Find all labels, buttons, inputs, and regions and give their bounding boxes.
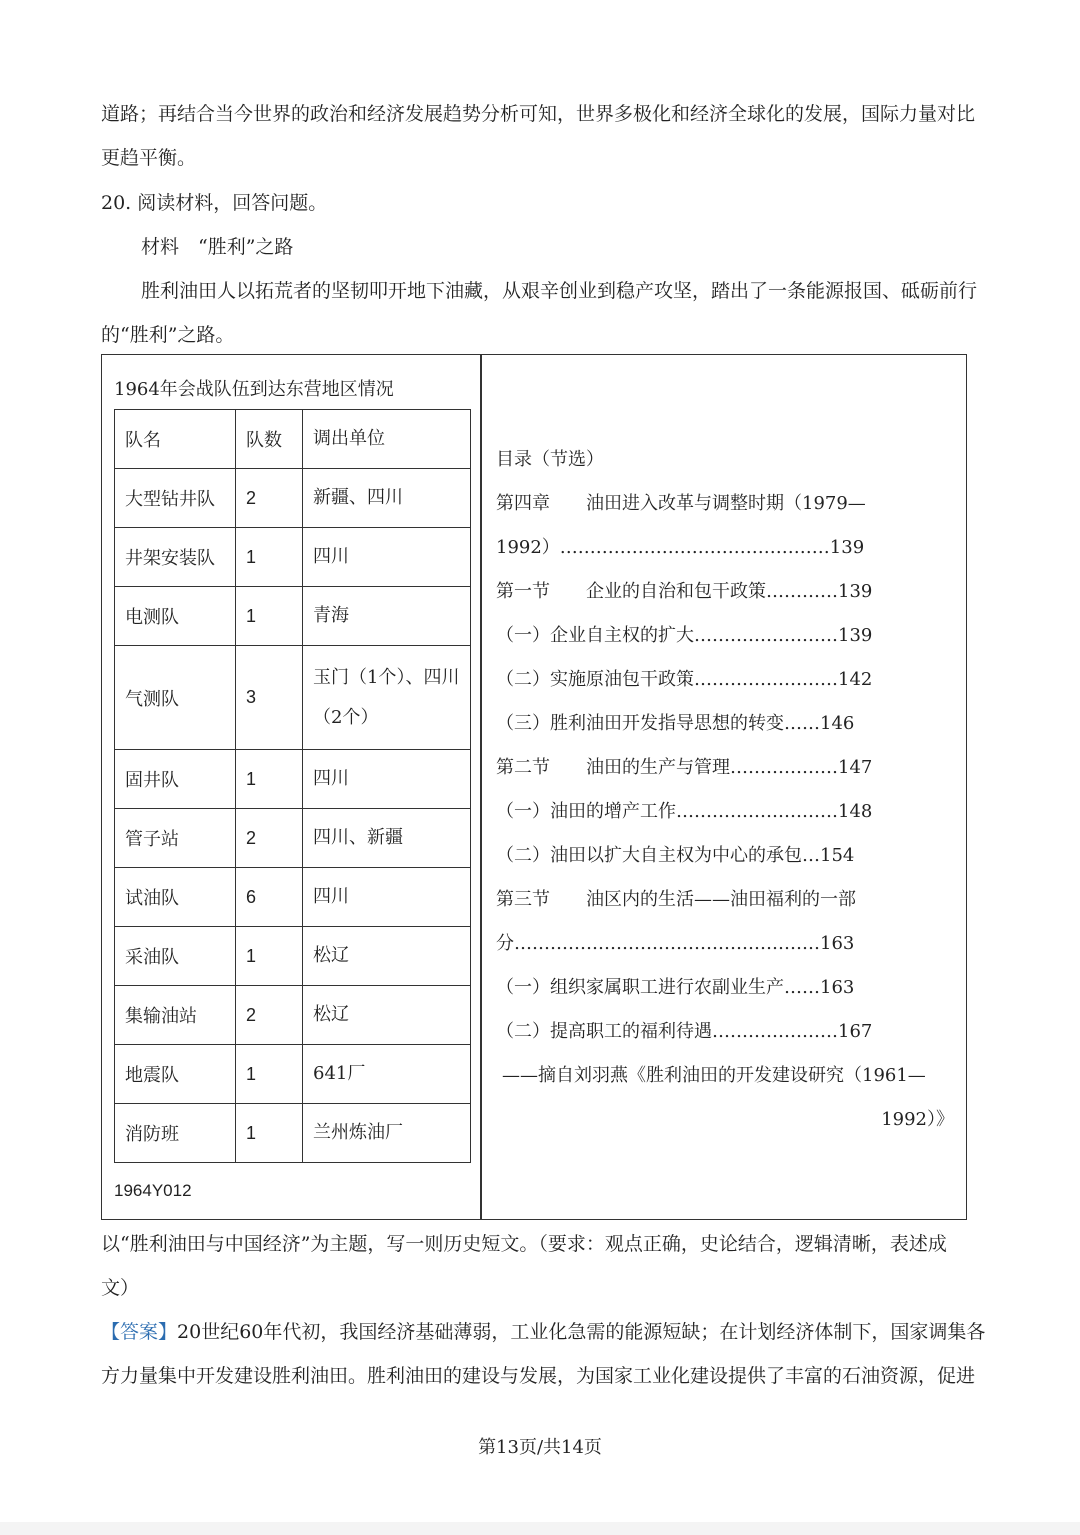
team-name: 地震队 (115, 1045, 236, 1104)
toc-line: （三）胜利油田开发指导思想的转变……146 (496, 713, 855, 734)
team-source: 兰州炼油厂 (303, 1104, 471, 1163)
task-line-2: 文） (101, 1277, 140, 1299)
toc-heading: 目录（节选） (496, 449, 604, 470)
intro-line-2: 更趋平衡。 (101, 147, 197, 169)
table-row (115, 986, 471, 1045)
team-name: 消防班 (115, 1104, 236, 1163)
team-source: 青海 (303, 587, 471, 646)
team-count: 2 (236, 469, 303, 528)
team-count: 1 (236, 750, 303, 809)
table-header-row (115, 410, 471, 469)
team-count: 6 (236, 868, 303, 927)
toc-source-2: 1992）》 (881, 1109, 954, 1130)
team-name: 固井队 (115, 750, 236, 809)
header-cell: 调出单位 (303, 410, 471, 469)
answer-text-1: 20世纪60年代初，我国经济基础薄弱，工业化急需的能源短缺；在计划经济体制下，国家调集各 (177, 1321, 986, 1343)
table-row (115, 750, 471, 809)
team-name: 集输油站 (115, 986, 236, 1045)
answer-line-2: 方力量集中开发建设胜利油田。胜利油田的建设与发展，为国家工业化建设提供了丰富的石油资源，促进 (101, 1365, 976, 1387)
table-row (115, 469, 471, 528)
toc-line: 分……………………………………………163 (496, 933, 855, 954)
team-count: 1 (236, 1045, 303, 1104)
team-source: 四川 (303, 868, 471, 927)
team-source: 四川 (303, 750, 471, 809)
table-row (115, 587, 471, 646)
intro-line-1: 道路；再结合当今世界的政治和经济发展趋势分析可知，世界多极化和经济全球化的发展，国际力量对比 (101, 103, 976, 125)
table-row (115, 809, 471, 868)
team-count: 1 (236, 528, 303, 587)
toc-line: （二）油田以扩大自主权为中心的承包…154 (496, 845, 855, 866)
team-name: 大型钻井队 (115, 469, 236, 528)
answer-line-1 (101, 1319, 985, 1345)
material-label: 材料 “胜利”之路 (141, 236, 294, 258)
table-row (115, 868, 471, 927)
page-footer: 第13页/共14页 (478, 1437, 602, 1458)
team-source: 松辽 (303, 986, 471, 1045)
team-count: 2 (236, 986, 303, 1045)
team-count: 2 (236, 809, 303, 868)
material-text-2: 的“胜利”之路。 (101, 324, 235, 346)
header-cell: 队名 (115, 410, 236, 469)
team-source: 玉门（1个）、四川（2个） (303, 646, 471, 750)
question-title: 20. 阅读材料，回答问题。 (101, 192, 328, 214)
header-cell: 队数 (236, 410, 303, 469)
toc-line: （一）企业自主权的扩大……………………139 (496, 625, 873, 646)
team-source: 641厂 (303, 1045, 471, 1104)
team-count: 1 (236, 927, 303, 986)
team-count: 1 (236, 1104, 303, 1163)
task-line-1: 以“胜利油田与中国经济”为主题，写一则历史短文。（要求：观点正确，史论结合，逻辑清晰，表述成 (101, 1233, 947, 1255)
table-row (115, 1104, 471, 1163)
toc-line: 第二节 油田的生产与管理………………147 (496, 757, 873, 778)
team-source: 新疆、四川 (303, 469, 471, 528)
toc-line: 第一节 企业的自治和包干政策…………139 (496, 581, 873, 602)
table-row (115, 927, 471, 986)
answer-tag: 【答案】 (101, 1321, 178, 1343)
team-table-note: 1964Y012 (114, 1181, 192, 1200)
team-count: 1 (236, 587, 303, 646)
toc-line: 第三节 油区内的生活——油田福利的一部 (496, 889, 856, 910)
table-row (115, 1045, 471, 1104)
table-row (115, 528, 471, 587)
box-divider (480, 355, 482, 1219)
team-source: 松辽 (303, 927, 471, 986)
team-source: 四川、新疆 (303, 809, 471, 868)
team-name: 气测队 (115, 646, 236, 750)
toc-line: （一）组织家属职工进行农副业生产……163 (496, 977, 855, 998)
team-name: 管子站 (115, 809, 236, 868)
team-name: 采油队 (115, 927, 236, 986)
team-name: 电测队 (115, 587, 236, 646)
toc-line: 第四章 油田进入改革与调整时期（1979— (496, 493, 866, 514)
material-box (101, 354, 967, 1220)
toc-line: （二）提高职工的福利待遇…………………167 (496, 1021, 873, 1042)
toc-line: 1992）………………………………………139 (496, 537, 865, 558)
team-source: 四川 (303, 528, 471, 587)
material-text-1: 胜利油田人以拓荒者的坚韧叩开地下油藏，从艰辛创业到稳产攻坚，踏出了一条能源报国、砥砺前行 (141, 280, 978, 302)
team-table-title: 1964年会战队伍到达东营地区情况 (114, 379, 394, 400)
team-table (114, 409, 471, 1163)
toc-source-1: ——摘自刘羽燕《胜利油田的开发建设研究（1961— (502, 1065, 926, 1086)
table-row (115, 646, 471, 750)
team-name: 井架安装队 (115, 528, 236, 587)
toc-line: （一）油田的增产工作………………………148 (496, 801, 873, 822)
team-count: 3 (236, 646, 303, 750)
scan-edge (0, 1522, 1080, 1535)
toc-line: （二）实施原油包干政策……………………142 (496, 669, 873, 690)
team-name: 试油队 (115, 868, 236, 927)
